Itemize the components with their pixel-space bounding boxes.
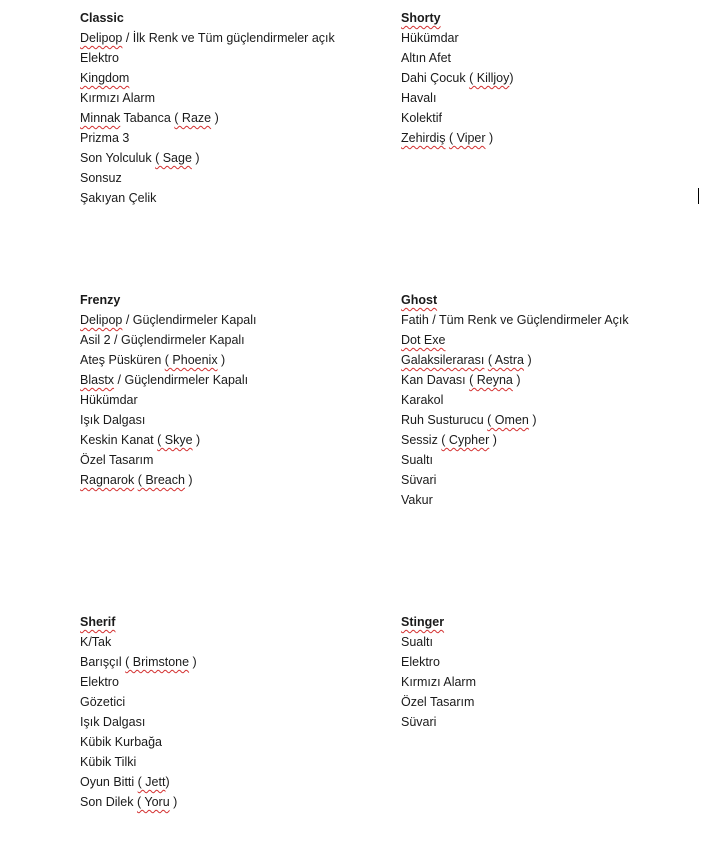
item-text: Sualtı <box>401 453 433 467</box>
list-item <box>401 712 701 732</box>
misspelled-text: ( Skye <box>157 433 193 447</box>
list-item <box>80 188 380 208</box>
list-item <box>401 370 701 390</box>
misspelled-text: ( Astra <box>487 353 524 367</box>
misspelled-text: Dot Exe <box>401 333 446 347</box>
item-text: ) <box>192 433 201 447</box>
section-title <box>80 8 380 28</box>
list-item <box>401 128 701 148</box>
list-item <box>401 652 701 672</box>
item-text: Karakol <box>401 393 444 407</box>
item-text: Elektro <box>401 655 440 669</box>
item-text: Gözetici <box>80 695 126 709</box>
item-text: Tabanca <box>120 111 175 125</box>
list-item <box>401 490 701 510</box>
item-text: ) <box>211 111 219 125</box>
misspelled-text: Minnak <box>80 111 121 125</box>
list-item <box>401 672 701 692</box>
misspelled-text: ( Omen <box>487 413 529 427</box>
list-item <box>80 168 380 188</box>
item-text: Kan Davası <box>401 373 470 387</box>
list-item <box>80 330 380 350</box>
list-item <box>80 672 380 692</box>
item-text: Kolektif <box>401 111 442 125</box>
section-title <box>401 290 701 310</box>
section-title <box>80 290 380 310</box>
list-item <box>401 28 701 48</box>
item-text: ) <box>489 433 497 447</box>
item-text: / Güçlendirmeler Kapalı <box>114 373 249 387</box>
misspelled-text: Delipop <box>80 313 123 327</box>
list-item <box>80 28 380 48</box>
misspelled-text: ( Reyna <box>469 373 513 387</box>
list-item <box>80 88 380 108</box>
list-item <box>80 370 380 390</box>
list-item <box>401 330 701 350</box>
list-item <box>80 652 380 672</box>
list-item <box>401 430 701 450</box>
item-text: ) <box>485 131 494 145</box>
section-title-text: Stinger <box>401 615 445 629</box>
item-text: Özel Tasarım <box>401 695 475 709</box>
misspelled-text: ( Yoru <box>136 795 170 809</box>
section-title-text: Sherif <box>80 615 116 629</box>
item-text: Fatih / Tüm Renk ve Güçlendirmeler Açık <box>401 313 629 327</box>
list-item <box>401 450 701 470</box>
list-item <box>80 752 380 772</box>
list-item <box>80 792 380 812</box>
misspelled-text: Delipop <box>80 31 123 45</box>
item-text: ) <box>512 373 521 387</box>
item-text: Elektro <box>80 51 119 65</box>
item-text: K/Tak <box>80 635 112 649</box>
item-text: Sessiz <box>401 433 442 447</box>
misspelled-text: ( Viper <box>448 131 486 145</box>
item-text: Işık Dalgası <box>80 715 146 729</box>
item-text: Süvari <box>401 715 437 729</box>
list-item <box>401 350 701 370</box>
misspelled-text: ( Sage <box>155 151 192 165</box>
item-text: Barışçıl <box>80 655 126 669</box>
misspelled-text: Galaksilerarası <box>401 353 485 367</box>
list-item <box>80 692 380 712</box>
list-item <box>80 108 380 128</box>
item-text: ) <box>184 473 193 487</box>
list-item <box>401 48 701 68</box>
list-item <box>80 148 380 168</box>
list-item <box>401 410 701 430</box>
item-text: Elektro <box>80 675 119 689</box>
misspelled-text: ( Phoenix <box>164 353 218 367</box>
item-text: ) <box>528 413 537 427</box>
list-item <box>401 632 701 652</box>
misspelled-text: Blastx <box>80 373 115 387</box>
list-item <box>80 390 380 410</box>
item-text: ) <box>217 353 226 367</box>
item-text: ) <box>191 151 200 165</box>
list-item <box>401 390 701 410</box>
misspelled-text: ( Brimstone <box>125 655 190 669</box>
list-item <box>80 450 380 470</box>
misspelled-text: ( Breach <box>137 473 185 487</box>
section-title-text: Frenzy <box>80 293 121 307</box>
text-cursor <box>698 188 699 204</box>
item-text: Ruh Susturucu <box>401 413 488 427</box>
list-item <box>80 310 380 330</box>
item-text: ) <box>165 775 170 789</box>
item-text: ) <box>169 795 178 809</box>
item-text: Sualtı <box>401 635 433 649</box>
section-title-text: Shorty <box>401 11 441 25</box>
list-item <box>80 772 380 792</box>
item-text: Kırmızı Alarm <box>401 675 477 689</box>
misspelled-text: Kingdom <box>80 71 130 85</box>
section-title <box>80 612 380 632</box>
section-stinger <box>401 612 701 732</box>
item-text: Şakıyan Çelik <box>80 191 157 205</box>
item-text: Asil 2 / Güçlendirmeler Kapalı <box>80 333 245 347</box>
list-item <box>80 350 380 370</box>
item-text: Kübik Kurbağa <box>80 735 163 749</box>
item-text: Vakur <box>401 493 433 507</box>
item-text: Son Dilek <box>80 795 137 809</box>
item-text: Süvari <box>401 473 437 487</box>
item-text: / İlk Renk ve Tüm güçlendirmeler açık <box>122 31 335 45</box>
section-title <box>401 8 701 28</box>
list-item <box>401 470 701 490</box>
item-text: Oyun Bitti <box>80 775 138 789</box>
misspelled-text: Ragnarok <box>80 473 135 487</box>
section-ghost <box>401 290 701 510</box>
list-item <box>80 732 380 752</box>
list-item <box>80 712 380 732</box>
item-text: Ateş Püsküren <box>80 353 165 367</box>
section-title-text: Ghost <box>401 293 438 307</box>
list-item <box>401 692 701 712</box>
list-item <box>401 310 701 330</box>
item-text: Son Yolculuk <box>80 151 156 165</box>
item-text: Prizma 3 <box>80 131 130 145</box>
item-text: Işık Dalgası <box>80 413 146 427</box>
item-text: ) <box>189 655 197 669</box>
section-sherif <box>80 612 380 812</box>
item-text: Özel Tasarım <box>80 453 154 467</box>
misspelled-text: ( Killjoy <box>469 71 510 85</box>
item-text: Sonsuz <box>80 171 122 185</box>
misspelled-text: ( Cypher <box>441 433 490 447</box>
section-shorty <box>401 8 701 148</box>
list-item <box>80 68 380 88</box>
list-item <box>401 68 701 88</box>
list-item <box>401 88 701 108</box>
misspelled-text: Zehirdiş <box>401 131 446 145</box>
section-title <box>401 612 701 632</box>
list-item <box>80 128 380 148</box>
item-text: ) <box>523 353 532 367</box>
item-text: ) <box>509 71 514 85</box>
item-text: Keskin Kanat <box>80 433 158 447</box>
list-item <box>401 108 701 128</box>
item-text: Kırmızı Alarm <box>80 91 156 105</box>
list-item <box>80 410 380 430</box>
list-item <box>80 632 380 652</box>
item-text: Hükümdar <box>80 393 138 407</box>
item-text: Havalı <box>401 91 437 105</box>
item-text: Hükümdar <box>401 31 459 45</box>
list-item <box>80 48 380 68</box>
section-title-text: Classic <box>80 11 124 25</box>
misspelled-text: ( Jett <box>137 775 166 789</box>
section-classic <box>80 8 380 208</box>
list-item <box>80 470 380 490</box>
item-text: Altın Afet <box>401 51 452 65</box>
item-text: Dahi Çocuk <box>401 71 470 85</box>
item-text: / Güçlendirmeler Kapalı <box>122 313 257 327</box>
list-item <box>80 430 380 450</box>
misspelled-text: ( Raze <box>174 111 212 125</box>
section-frenzy <box>80 290 380 490</box>
item-text: Kübik Tilki <box>80 755 137 769</box>
